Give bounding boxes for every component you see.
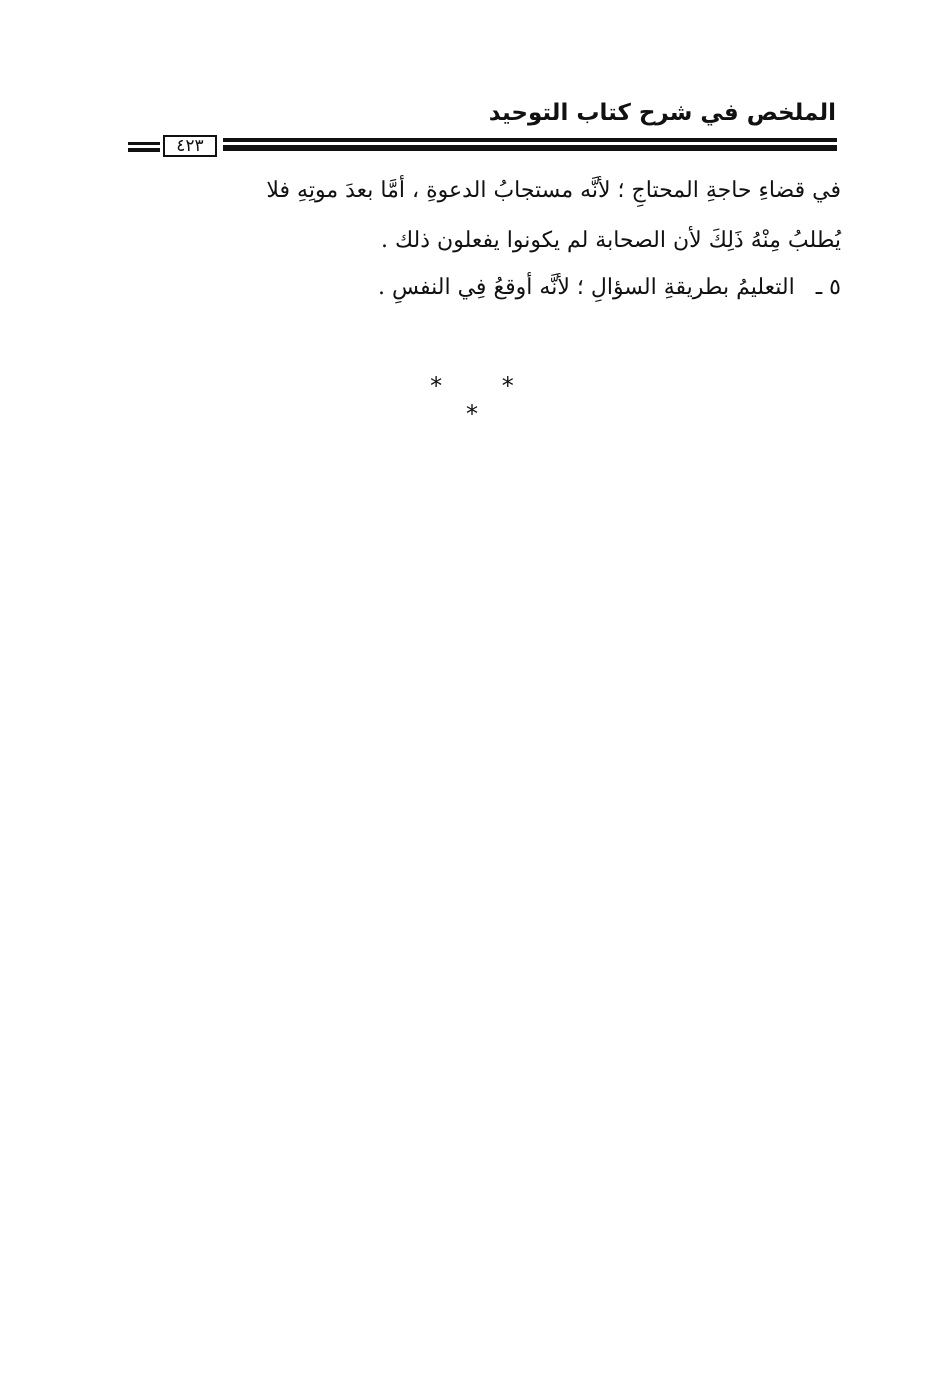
header-rule-left-line-bottom <box>128 148 160 152</box>
body-line-1: في قضاءِ حاجةِ المحتاجِ ؛ لأنَّه مستجابُ الدعوةِ ، أمَّا بعدَ موتِهِ فلا <box>266 178 841 203</box>
list-item-5 <box>121 275 841 300</box>
list-item-number: ٥ ـ <box>815 275 841 300</box>
list-item-text: التعليمُ بطريقةِ السؤالِ ؛ لأنَّه أوقعُ فِي النفسِ . <box>377 275 795 300</box>
header-rule-left-line-top <box>128 142 160 145</box>
page-number: ٤٢٣ <box>163 135 217 157</box>
header-rule-right-line-top <box>223 138 837 142</box>
body-line-2: يُطلبُ مِنْهُ ذَلِكَ لأن الصحابة لم يكونوا يفعلون ذلك . <box>381 228 841 253</box>
header-rule-right-line-bottom <box>223 145 837 151</box>
section-separator: * * * <box>430 372 540 428</box>
header-rule <box>125 135 837 161</box>
running-header-title: الملخص في شرح كتاب التوحيد <box>488 100 836 126</box>
